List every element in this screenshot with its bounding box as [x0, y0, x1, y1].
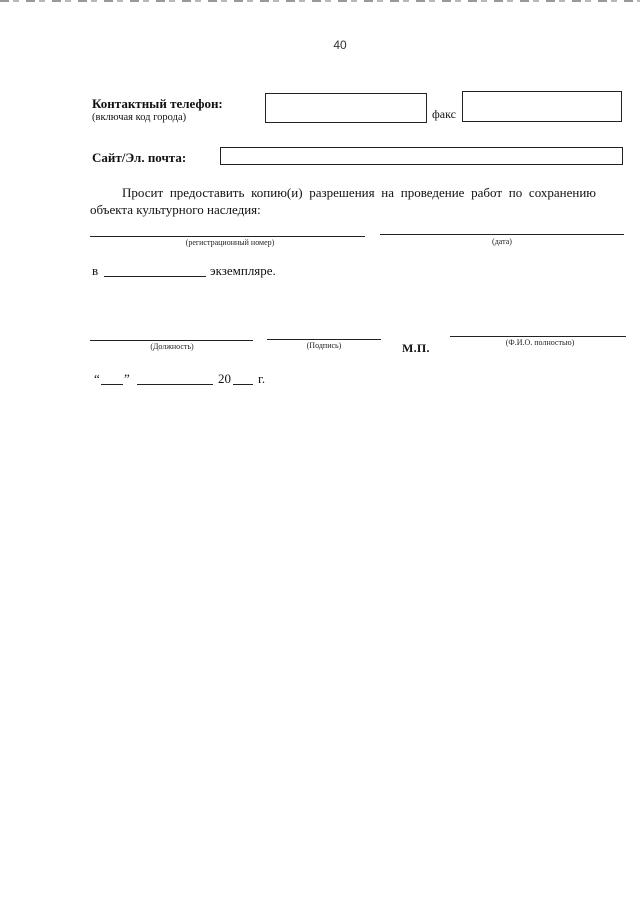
full-name-line[interactable] — [450, 336, 626, 337]
signature-caption: (Подпись) — [306, 341, 342, 350]
year-prefix: 20 — [218, 371, 231, 386]
fax-label: факс — [432, 107, 456, 121]
fax-field[interactable] — [462, 91, 622, 122]
scan-edge-artifact — [0, 0, 640, 2]
signature-line[interactable] — [267, 339, 381, 340]
request-text: Просит предоставить копию(и) разрешения на проведение работ по сохранению объекта культурного наследия: — [90, 185, 596, 217]
copies-count-line[interactable] — [104, 276, 206, 277]
date-close-quote: ” — [124, 371, 130, 386]
phone-field[interactable] — [265, 93, 427, 123]
date-line[interactable] — [380, 234, 624, 235]
position-caption: (Должность) — [150, 342, 194, 351]
reg-number-line[interactable] — [90, 236, 365, 237]
page-number: 40 — [333, 38, 347, 52]
phone-label: Контактный телефон: — [92, 96, 223, 111]
full-name-caption: (Ф.И.О. полностью) — [505, 338, 575, 347]
year-suffix: г. — [258, 371, 266, 386]
copies-prefix: в — [92, 263, 99, 278]
copies-suffix: экземпляре. — [210, 263, 276, 278]
year-line[interactable] — [233, 384, 253, 385]
date-caption: (дата) — [492, 237, 512, 246]
site-email-field[interactable] — [220, 147, 623, 165]
day-line[interactable] — [101, 384, 123, 385]
date-open-quote: “ — [94, 371, 100, 386]
month-line[interactable] — [137, 384, 213, 385]
position-line[interactable] — [90, 340, 253, 341]
site-email-label: Сайт/Эл. почта: — [92, 150, 187, 165]
reg-number-caption: (регистрационный номер) — [185, 238, 275, 247]
stamp-label: М.П. — [402, 341, 430, 355]
phone-note: (включая код города) — [92, 112, 187, 123]
